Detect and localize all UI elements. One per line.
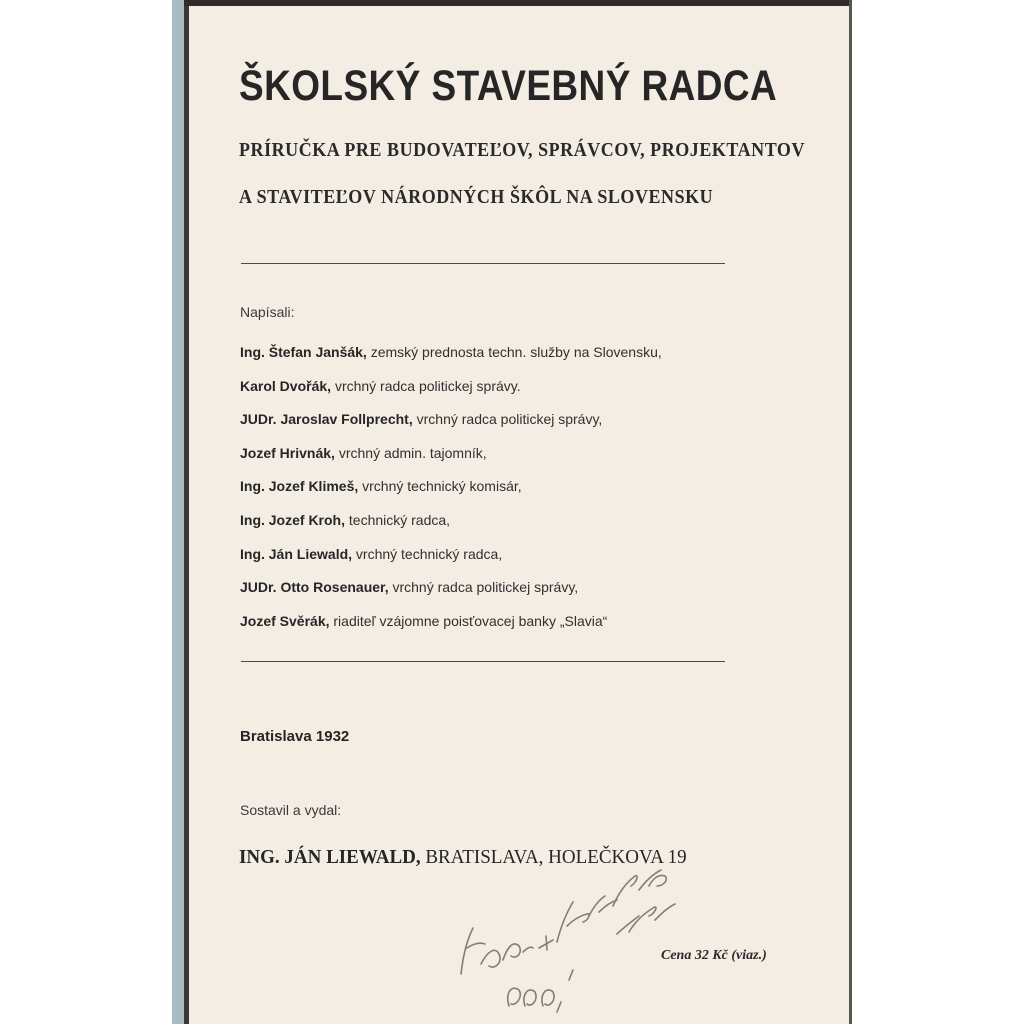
divider-bottom: [241, 661, 725, 662]
cover-right-edge: [849, 0, 852, 1024]
author-entry: [240, 403, 840, 437]
author-entry: [240, 504, 840, 538]
author-name: JUDr. Otto Rosenauer,: [240, 579, 389, 596]
author-name: Ing. Jozef Kroh,: [240, 511, 345, 528]
publisher-name: ING. JÁN LIEWALD,: [239, 846, 421, 868]
author-role: technický radca,: [348, 511, 451, 528]
author-role: vrchný admin. tajomník,: [338, 444, 487, 461]
author-role: vrchný radca politickej správy,: [416, 411, 603, 428]
author-entry: [240, 538, 840, 572]
author-entry: [240, 470, 840, 504]
author-name: Ing. Ján Liewald,: [240, 545, 353, 562]
author-role: vrchný radca politickej správy.: [334, 377, 521, 394]
place-and-year: Bratislava 1932: [240, 728, 350, 745]
author-name: Ing. Jozef Klimeš,: [240, 478, 359, 495]
author-entry: [240, 437, 840, 471]
author-entry: [240, 370, 840, 404]
title-page: [189, 6, 849, 1024]
price-label: Cena 32 Kč (viaz.): [661, 948, 767, 963]
handwritten-pencil-note: [449, 856, 709, 1026]
book-title: ŠKOLSKÝ STAVEBNÝ RADCA: [239, 62, 778, 110]
author-name: Jozef Hrivnák,: [240, 444, 335, 461]
author-role: vrchný radca politickej správy,: [392, 579, 579, 596]
author-role: vrchný technický radca,: [355, 545, 503, 562]
publisher-label: Sostavil a vydal:: [240, 802, 342, 818]
author-role: zemský prednosta techn. služby na Slovensku,: [370, 344, 662, 360]
divider-top: [241, 263, 725, 264]
book-spine: [172, 0, 184, 1024]
subtitle-line-1: PRÍRUČKA PRE BUDOVATEĽOV, SPRÁVCOV, PROJEKTANTOV: [239, 139, 806, 161]
authors-label: Napísali:: [240, 304, 295, 320]
author-entry: [240, 605, 840, 639]
publisher-address: BRATISLAVA, HOLEČKOVA 19: [425, 846, 687, 868]
subtitle-line-2: A STAVITEĽOV NÁRODNÝCH ŠKÔL NA SLOVENSKU: [239, 186, 714, 208]
author-name: Jozef Svěrák,: [240, 612, 330, 629]
author-role: vrchný technický komisár,: [362, 478, 522, 495]
author-entry: [240, 336, 840, 370]
author-name: Ing. Štefan Janšák,: [240, 344, 367, 360]
author-name: Karol Dvořák,: [240, 377, 332, 394]
author-role: riaditeľ vzájomne poisťovacej banky „Slavia“: [333, 612, 608, 629]
authors-list: [240, 336, 840, 638]
author-entry: [240, 571, 840, 605]
author-name: JUDr. Jaroslav Follprecht,: [240, 411, 413, 428]
